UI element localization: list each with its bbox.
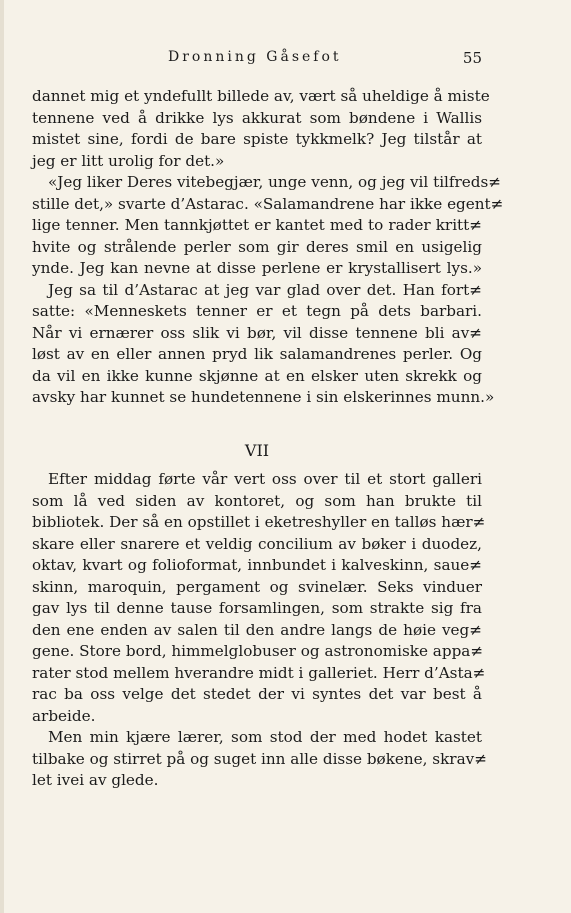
text-line: arbeide.	[32, 706, 96, 725]
text-line: skinn, maroquin, pergament og svinelær. Seks vinduer	[32, 577, 482, 596]
text-line: tilbake og stirret på og suget inn alle disse bøkene, skrav≠	[32, 749, 487, 768]
text-line: da vil en ikke kunne skjønne at en elsker uten skrekk og	[32, 366, 482, 385]
text-line: mistet sine, fordi de bare spiste tykkmelk? Jeg tilstår at	[32, 130, 482, 148]
text-line: løst av en eller annen pryd lik salamandrenes perler. Og	[32, 345, 482, 363]
text-line: avsky har kunnet se hundetennene i sin elskerinnes munn.»	[32, 388, 495, 406]
text-line: lige tenner. Men tannkjøttet er kantet med to rader kritt≠	[32, 216, 482, 234]
text-line: gav lys til denne tause forsamlingen, som strakte sig fra	[32, 599, 482, 617]
page-header	[32, 49, 482, 71]
text-block-1	[32, 86, 504, 409]
text-line: rater stod mellem hverandre midt i galleriet. Herr d’Asta≠	[32, 663, 486, 682]
text-line: ynde. Jeg kan nevne at disse perlene er krystallisert lys.»	[32, 259, 482, 277]
text-line: tennene ved å drikke lys akkurat som bøndene i Wallis	[32, 108, 482, 127]
text-line: «Jeg liker Deres vitebegjær, unge venn, og jeg vil tilfreds≠	[48, 173, 502, 191]
text-line: den ene enden av salen til den andre langs de høie veg≠	[32, 620, 482, 639]
text-line: rac ba oss velge det stedet der vi syntes det var best å	[32, 685, 482, 703]
text-line: let ivei av glede.	[32, 771, 159, 789]
text-line: som lå ved siden av kontoret, og som han brukte til	[32, 491, 482, 510]
running-title: Dronning Gåsefot	[168, 49, 342, 65]
text-line: bibliotek. Der så en opstillet i eketreshyller en talløs hær≠	[32, 513, 486, 531]
text-line: Men min kjære lærer, som stod der med hodet kastet	[48, 728, 482, 746]
chapter-heading: VII	[244, 441, 270, 460]
text-line: oktav, kvart og folioformat, innbundet i kalveskinn, saue≠	[32, 556, 482, 574]
text-block-2	[32, 469, 487, 792]
text-line: stille det,» svarte d’Astarac. «Salamandrene har ikke egent≠	[32, 194, 504, 213]
text-line: gene. Store bord, himmelglobuser og astronomiske appa≠	[32, 642, 484, 660]
text-line: Jeg sa til d’Astarac at jeg var glad over det. Han fort≠	[48, 280, 482, 299]
page-number: 55	[462, 49, 482, 67]
text-line: jeg er litt urolig for det.»	[32, 151, 225, 170]
text-line: hvite og strålende perler som gir deres smil en usigelig	[32, 237, 482, 256]
text-line: Når vi ernærer oss slik vi bør, vil disse tennene bli av≠	[32, 323, 482, 342]
text-line: dannet mig et yndefullt billede av, vært så uheldige å miste	[32, 87, 490, 105]
text-line: satte: «Menneskets tenner er et tegn på dets barbari.	[32, 302, 482, 320]
page-edge-shadow	[0, 0, 4, 913]
text-line: skare eller snarere et veldig concilium av bøker i duodez,	[32, 534, 482, 553]
text-line: Efter middag førte vår vert oss over til et stort galleri	[48, 470, 482, 488]
